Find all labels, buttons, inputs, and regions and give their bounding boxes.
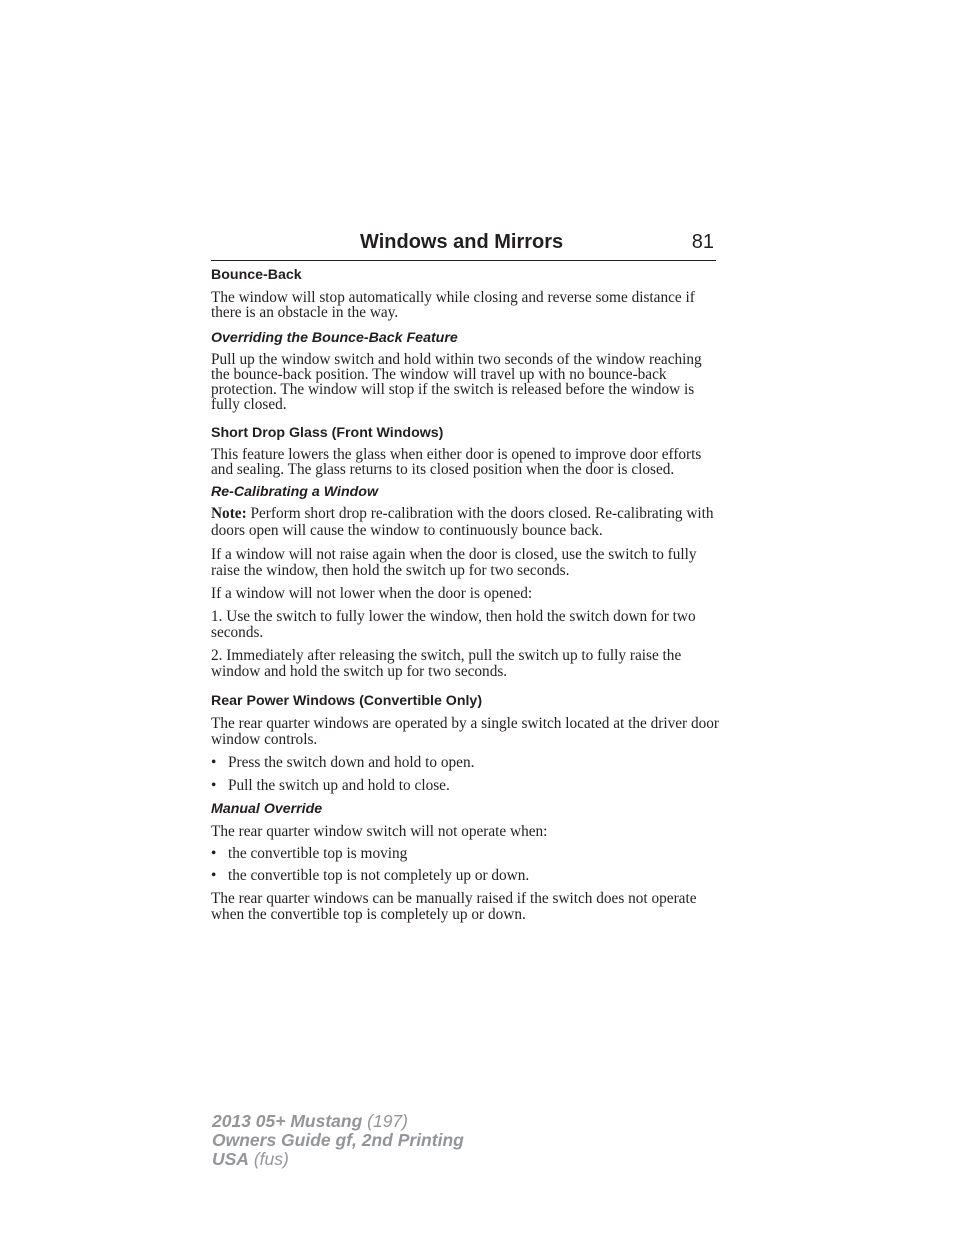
list-item-text: the convertible top is moving — [228, 845, 408, 863]
heading-overriding-bounce-back: Overriding the Bounce-Back Feature — [211, 329, 458, 346]
paragraph-rear-power-windows: The rear quarter windows are operated by a single switch located at the driver door window controls. — [211, 715, 719, 749]
paragraph-overriding-bounce-back: Pull up the window switch and hold within two seconds of the window reaching the bounce-back position. The window will travel up with no bounce-back protection. The window will stop if the switch is released before the window is fully closed. — [211, 350, 702, 414]
list-item-text: the convertible top is not completely up or down. — [228, 867, 530, 885]
paragraph-manual-raise: The rear quarter windows can be manually raised if the switch does not operate when the convertible top is completely up or down. — [211, 889, 697, 924]
list-item — [211, 778, 719, 793]
list-item — [211, 846, 719, 861]
list-item-text: Pull the switch up and hold to close. — [228, 776, 450, 794]
heading-rear-power-windows: Rear Power Windows (Convertible Only) — [211, 693, 483, 710]
footer-line-model — [212, 1112, 464, 1131]
paragraph-bounce-back: The window will stop automatically while closing and reverse some distance if there is an obstacle in the way. — [211, 289, 695, 322]
page-header — [211, 228, 716, 261]
list-item — [211, 868, 719, 883]
note-recalibration — [211, 506, 719, 539]
list-item — [211, 755, 719, 770]
step-1: 1. Use the switch to fully lower the window, then hold the switch down for two seconds. — [211, 608, 696, 642]
step-2: 2. Immediately after releasing the switch, pull the switch up to fully raise the window and hold the switch up for two seconds. — [211, 647, 682, 681]
page-footer — [212, 1112, 464, 1169]
footer-model: 2013 05+ Mustang — [212, 1111, 363, 1131]
heading-manual-override: Manual Override — [211, 800, 323, 817]
bullet-icon: • — [211, 754, 217, 772]
bullet-icon: • — [211, 845, 217, 863]
heading-bounce-back: Bounce-Back — [211, 267, 302, 283]
note-text: Perform short drop re-calibration with the doors closed. Re-calibrating with doors open will cause the window to continuously bounce back. — [211, 505, 714, 539]
paragraph-manual-override: The rear quarter window switch will not operate when: — [211, 822, 548, 840]
footer-line-guide: Owners Guide gf, 2nd Printing — [212, 1130, 464, 1150]
list-item-text: Press the switch down and hold to open. — [228, 754, 475, 772]
note-label: Note: — [211, 505, 247, 523]
heading-recalibrating: Re-Calibrating a Window — [211, 484, 378, 501]
footer-model-code: (197) — [362, 1111, 408, 1131]
paragraph-raise-again: If a window will not raise again when the door is closed, use the switch to fully raise the window, then hold the switch up for two seconds. — [211, 545, 697, 579]
bullet-icon: • — [211, 867, 217, 885]
heading-short-drop-glass: Short Drop Glass (Front Windows) — [211, 424, 444, 441]
page-content — [211, 267, 719, 924]
bullet-icon: • — [211, 776, 217, 794]
paragraph-will-not-lower: If a window will not lower when the door is opened: — [211, 584, 533, 602]
chapter-title: Windows and Mirrors — [360, 231, 564, 253]
paragraph-short-drop-glass: This feature lowers the glass when either door is opened to improve door efforts and sealing. The glass returns to its closed position when the door is closed. — [211, 445, 702, 479]
footer-market-code: (fus) — [248, 1149, 289, 1169]
page-number: 81 — [691, 231, 714, 253]
footer-market: USA — [212, 1149, 249, 1169]
footer-line-market — [212, 1150, 464, 1169]
